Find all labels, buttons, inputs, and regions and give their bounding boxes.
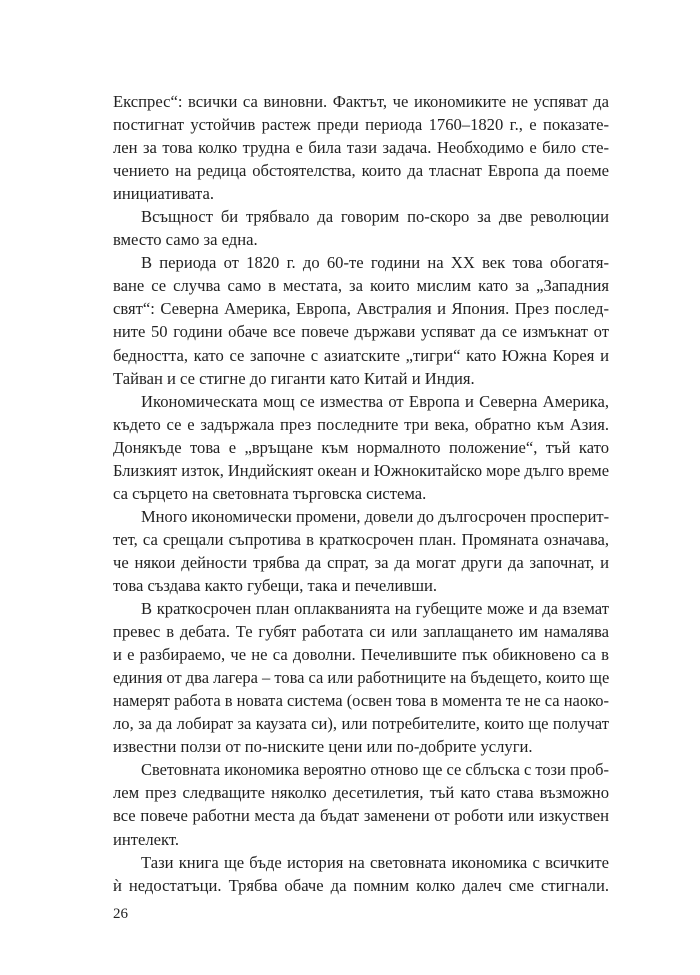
page-number: 26 <box>113 906 128 922</box>
text-line: ните 50 години обаче все повече държави успяват да се измъкнат от <box>113 322 609 342</box>
text-line: свят“: Северна Америка, Европа, Австралия и Япония. През послед- <box>113 299 609 319</box>
text-line: известни ползи от по-ниските цени или по-добрите услуги. <box>113 737 533 757</box>
text-line: Експрес“: всички са виновни. Фактът, че икономиките не успяват да <box>113 92 609 111</box>
text-line: където се е задържала през последните три века, обратно към Азия. <box>113 414 609 434</box>
text-line: ване се случва само в местата, за които мислим като за „Западния <box>113 276 609 296</box>
text-line: Много икономически промени, довели до дългосрочен просперит- <box>141 506 609 526</box>
text-line: В периода от 1820 г. до 60-те години на XX век това обогатя- <box>141 253 609 273</box>
text-line: превес в дебата. Те губят работата си или заплащането им намалява <box>113 622 609 642</box>
body-text <box>113 90 609 897</box>
text-line: Тази книга ще бъде история на световната икономика с всичките <box>141 852 609 872</box>
text-line: Всъщност би трябвало да говорим по-скоро за две революции <box>141 207 609 227</box>
text-line: Икономическата мощ се измества от Европа и Северна Америка, <box>141 391 609 411</box>
text-line: ло, за да лобират за каузата си), или потребителите, които ще получат <box>113 714 609 734</box>
text-line: бедността, като се започне с азиатските „тигри“ като Южна Корея и <box>113 345 609 365</box>
text-line: Донякъде това е „връщане към нормалното положение“, тъй като <box>113 437 609 457</box>
text-line: Тайван и се стигне до гиганти като Китай и Индия. <box>113 368 475 388</box>
text-line: инициативата. <box>113 184 214 204</box>
text-line: все повече работни места да бъдат заменени от роботи или изкуствен <box>113 806 609 826</box>
text-line: ѝ недостатъци. Трябва обаче да помним колко далеч сме стигнали. <box>113 875 609 895</box>
text-line: постигнат устойчив растеж преди периода 1760–1820 г., е показате- <box>113 115 609 135</box>
text-line: че някои дейности трябва да спрат, за да могат други да започнат, и <box>113 552 609 572</box>
text-line: това създава както губещи, така и печеливши. <box>113 575 438 595</box>
text-line: лен за това колко трудна е била тази задача. Необходимо е било сте- <box>113 138 609 158</box>
text-line: чението на редица обстоятелства, които да тласнат Европа да поеме <box>113 161 609 181</box>
text-line: тет, са срещали съпротива в краткосрочен план. Промяната означава, <box>113 529 609 549</box>
text-line: интелект. <box>113 829 180 849</box>
text-line: вместо само за една. <box>113 230 258 250</box>
text-line: са сърцето на световната търговска система. <box>113 483 427 503</box>
text-line: Близкият изток, Индийският океан и Южнокитайско море дълго време <box>113 460 609 480</box>
text-line: лем през следващите няколко десетилетия, тъй като става възможно <box>113 783 609 803</box>
text-line: В краткосрочен план оплакванията на губещите може и да вземат <box>141 599 609 619</box>
text-line: и е разбираемо, че не са доволни. Печелившите пък обикновено са в <box>113 645 609 665</box>
text-line: Световната икономика вероятно отново ще се сблъска с този проб- <box>141 760 609 780</box>
text-line: единия от два лагера – това са или работниците на бъдещето, които ще <box>113 668 609 688</box>
text-line: намерят работа в новата система (освен това в момента те не са наоко- <box>113 691 609 711</box>
